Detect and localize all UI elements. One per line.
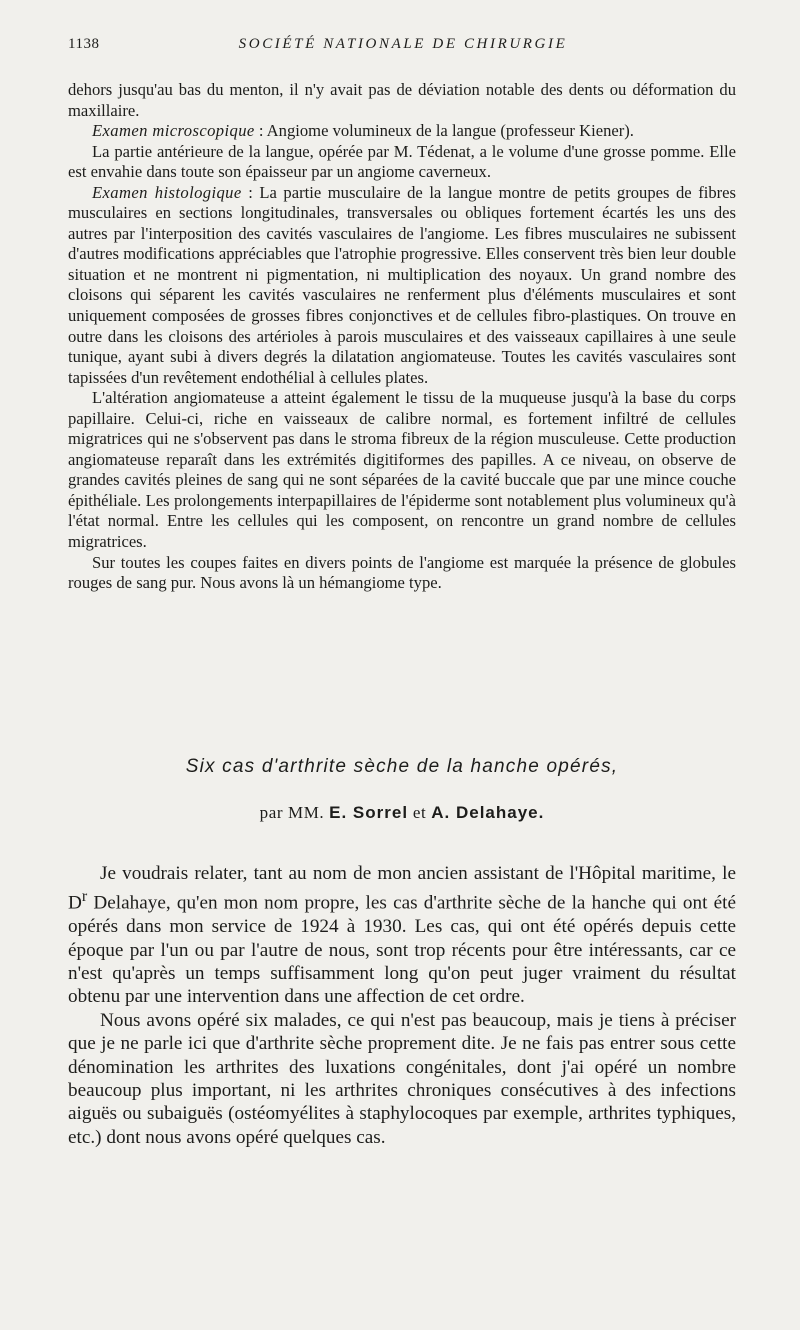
section-label: Examen microscopique <box>92 121 255 141</box>
article-authors: par MM. E. Sorrel et A. Delahaye. <box>259 803 545 822</box>
running-title: SOCIÉTÉ NATIONALE DE CHIRURGIE <box>238 36 568 52</box>
section-label: Examen histologique <box>92 182 242 202</box>
paragraph: Sur toutes les coupes faites en divers points de l'angiome est marquée la présence de globules rouges de sang pur. Nous avons là un hémangiome type. <box>68 552 736 593</box>
paragraph: Examen histologique : La partie musculaire de la langue montre de petits groupes de fibres musculaires en sections longitudinales, transversales ou obliques fortement écartés les uns des autres par l'interposition des cavités vasculaires de l'angiome. Les fibres musculaires ne subissent d'autres modifications appréciables que l'atrophie progressive. Elles conservent très bien leur double situation et ne montrent ni pigmentation, ni multiplication des noyaux. Un grand nombre des cloisons qui séparent les cavités vasculaires ne renferment plus d'éléments musculaires et sont uniquement composées de grosses fibres conjonctives et de cellules fibro-plastiques. On trouve en outre dans les cloisons des artérioles à parois musculaires et des vaisseaux capillaires à une seule tunique, ayant subi à divers degrés la dilatation angiomateuse. Toutes les cavités vasculaires sont tapissées d'un revêtement endothélial à cellules plates. <box>68 182 737 387</box>
paragraph: La partie antérieure de la langue, opérée par M. Tédenat, a le volume d'une grosse pomme. Elle est envahie dans toute son épaisseur par un angiome caverneux. <box>68 141 736 182</box>
page-header <box>68 36 738 58</box>
author-name: E. Sorrel <box>329 803 409 822</box>
page-number: 1138 <box>68 36 100 52</box>
paragraph: Examen microscopique : Angiome volumineux de la langue (professeur Kiener). <box>92 121 634 141</box>
author-name: A. Delahaye. <box>431 803 545 822</box>
paragraph: Je voudrais relater, tant au nom de mon ancien assistant de l'Hôpital maritime, le $D^r$ Delahaye, qu'en mon nom propre, les cas d'arthrite sèche de la hanche qui ont été opérés dans mon service de 1924 à 1930. Les cas, qui ont été opérés depuis cette époque par l'un ou par l'autre de nous, sont trop récents pour être intéressants, car ce n'est qu'après un temps suffisamment long qu'on peut juger vraiment du résultat obtenu par une intervention dans une affection de cet ordre. <box>68 863 736 1008</box>
paragraph: Nous avons opéré six malades, ce qui n'est pas beaucoup, mais je tiens à préciser que je ne parle ici que d'arthrite sèche proprement dite. Je ne fais pas entrer sous cette dénomination les arthrites des luxations congénitales, dont j'ai opéré un nombre beaucoup plus important, ni les arthrites chroniques consécutives à des infections aiguës ou subaiguës (ostéomyélites à staphylocoques par exemple, arthrites typhiques, etc.) dont nous avons opéré quelques cas. <box>68 1009 736 1148</box>
paragraph: dehors jusqu'au bas du menton, il n'y avait pas de déviation notable des dents ou déformation du maxillaire. <box>68 80 736 120</box>
paragraph: L'altération angiomateuse a atteint également le tissu de la muqueuse jusqu'à la base du corps papillaire. Celui-ci, riche en vaisseaux de calibre normal, es fortement infiltré de cellules migratrices qui ne s'observent pas dans le stroma fibreux de la région musculeuse. Cette production angiomateuse reparaît dans les extrémités digitiformes des papilles. A ce niveau, on observe de grandes cavités pleines de sang qui ne sont séparées de la cavité buccale que par une mince couche épithéliale. Les prolongements interpapillaires de l'épiderme sont notablement plus volumineux qu'à l'état normal. Entre les cellules qui les composent, on rencontre un grand nombre de cellules migratrices. <box>68 388 736 552</box>
article-body <box>68 862 736 1149</box>
continued-case-text <box>68 80 736 594</box>
article-title: Six cas d'arthrite sèche de la hanche opérés, <box>185 756 619 777</box>
